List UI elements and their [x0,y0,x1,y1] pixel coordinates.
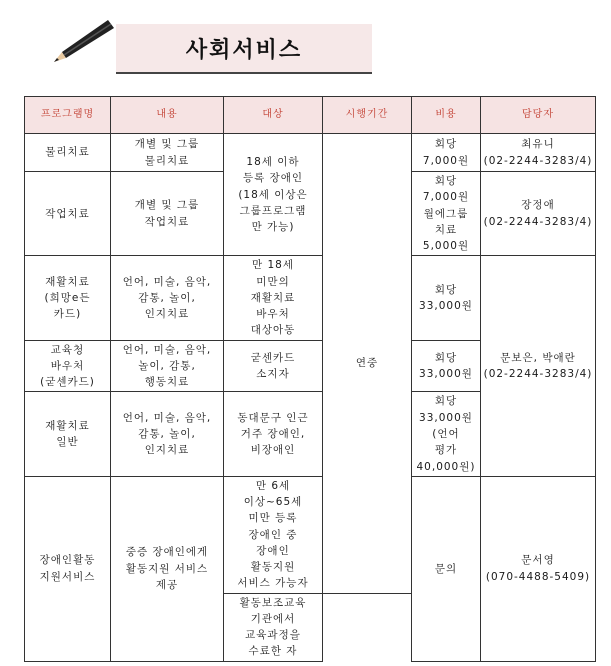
manager-cell: 장정애 (02-2244-3283/4) [481,172,596,256]
manager-cell: 문서영 (070-4488-5409) [481,476,596,661]
page-title: 사회서비스 [185,37,303,63]
service-table [24,96,596,662]
target-cell: 굳센카드 소지자 [224,340,323,392]
cost-cell: 회당 7,000원 [412,134,481,172]
table-row [25,256,596,340]
content-cell: 언어, 미술, 음악, 감통, 놀이, 인지치료 [111,256,224,340]
program-cell: 재활치료 일반 [25,392,111,476]
program-cell: 장애인활동 지원서비스 [25,476,111,661]
program-cell: 재활치료 (희망e든 카드) [25,256,111,340]
header-content: 내용 [111,97,224,134]
header-row [25,97,596,134]
cost-cell: 회당 33,000원 (언어 평가 40,000원) [412,392,481,476]
cost-cell: 회당 7,000원 월에그룹 치료 5,000원 [412,172,481,256]
content-cell: 중증 장애인에게 활동지원 서비스 제공 [111,476,224,661]
page-title-box [116,24,372,74]
table-row [25,476,596,593]
cost-cell: 회당 33,000원 [412,256,481,340]
header-cost: 비용 [412,97,481,134]
target-cell: 만 6세 이상~65세 미만 등록 장애인 중 장애인 활동지원 서비스 가능자 [224,476,323,593]
content-cell: 개별 및 그룹 작업치료 [111,172,224,256]
pencil-icon [52,18,116,64]
cost-cell: 문의 [412,476,481,661]
target-cell: 만 18세 미만의 재활치료 바우처 대상아동 [224,256,323,340]
manager-cell: 문보은, 박애란 (02-2244-3283/4) [481,256,596,476]
header-program: 프로그램명 [25,97,111,134]
program-cell: 교육청 바우처 (굳센카드) [25,340,111,392]
header-target: 대상 [224,97,323,134]
table-row [25,134,596,172]
period-cell: 연중 [323,134,412,594]
header-manager: 담당자 [481,97,596,134]
content-cell: 개별 및 그룹 물리치료 [111,134,224,172]
content-cell: 언어, 미술, 음악, 놀이, 감통, 행동치료 [111,340,224,392]
target-cell: 동대문구 인근 거주 장애인, 비장애인 [224,392,323,476]
manager-cell: 최유니 (02-2244-3283/4) [481,134,596,172]
target-cell: 활동보조교육 기관에서 교육과정을 수료한 자 [224,593,323,661]
cost-cell: 회당 33,000원 [412,340,481,392]
header-period: 시행기간 [323,97,412,134]
content-cell: 언어, 미술, 음악, 감통, 놀이, 인지치료 [111,392,224,476]
target-cell: 18세 이하 등록 장애인 (18세 이상은 그룹프로그램 만 가능) [224,134,323,256]
program-cell: 작업치료 [25,172,111,256]
program-cell: 물리치료 [25,134,111,172]
